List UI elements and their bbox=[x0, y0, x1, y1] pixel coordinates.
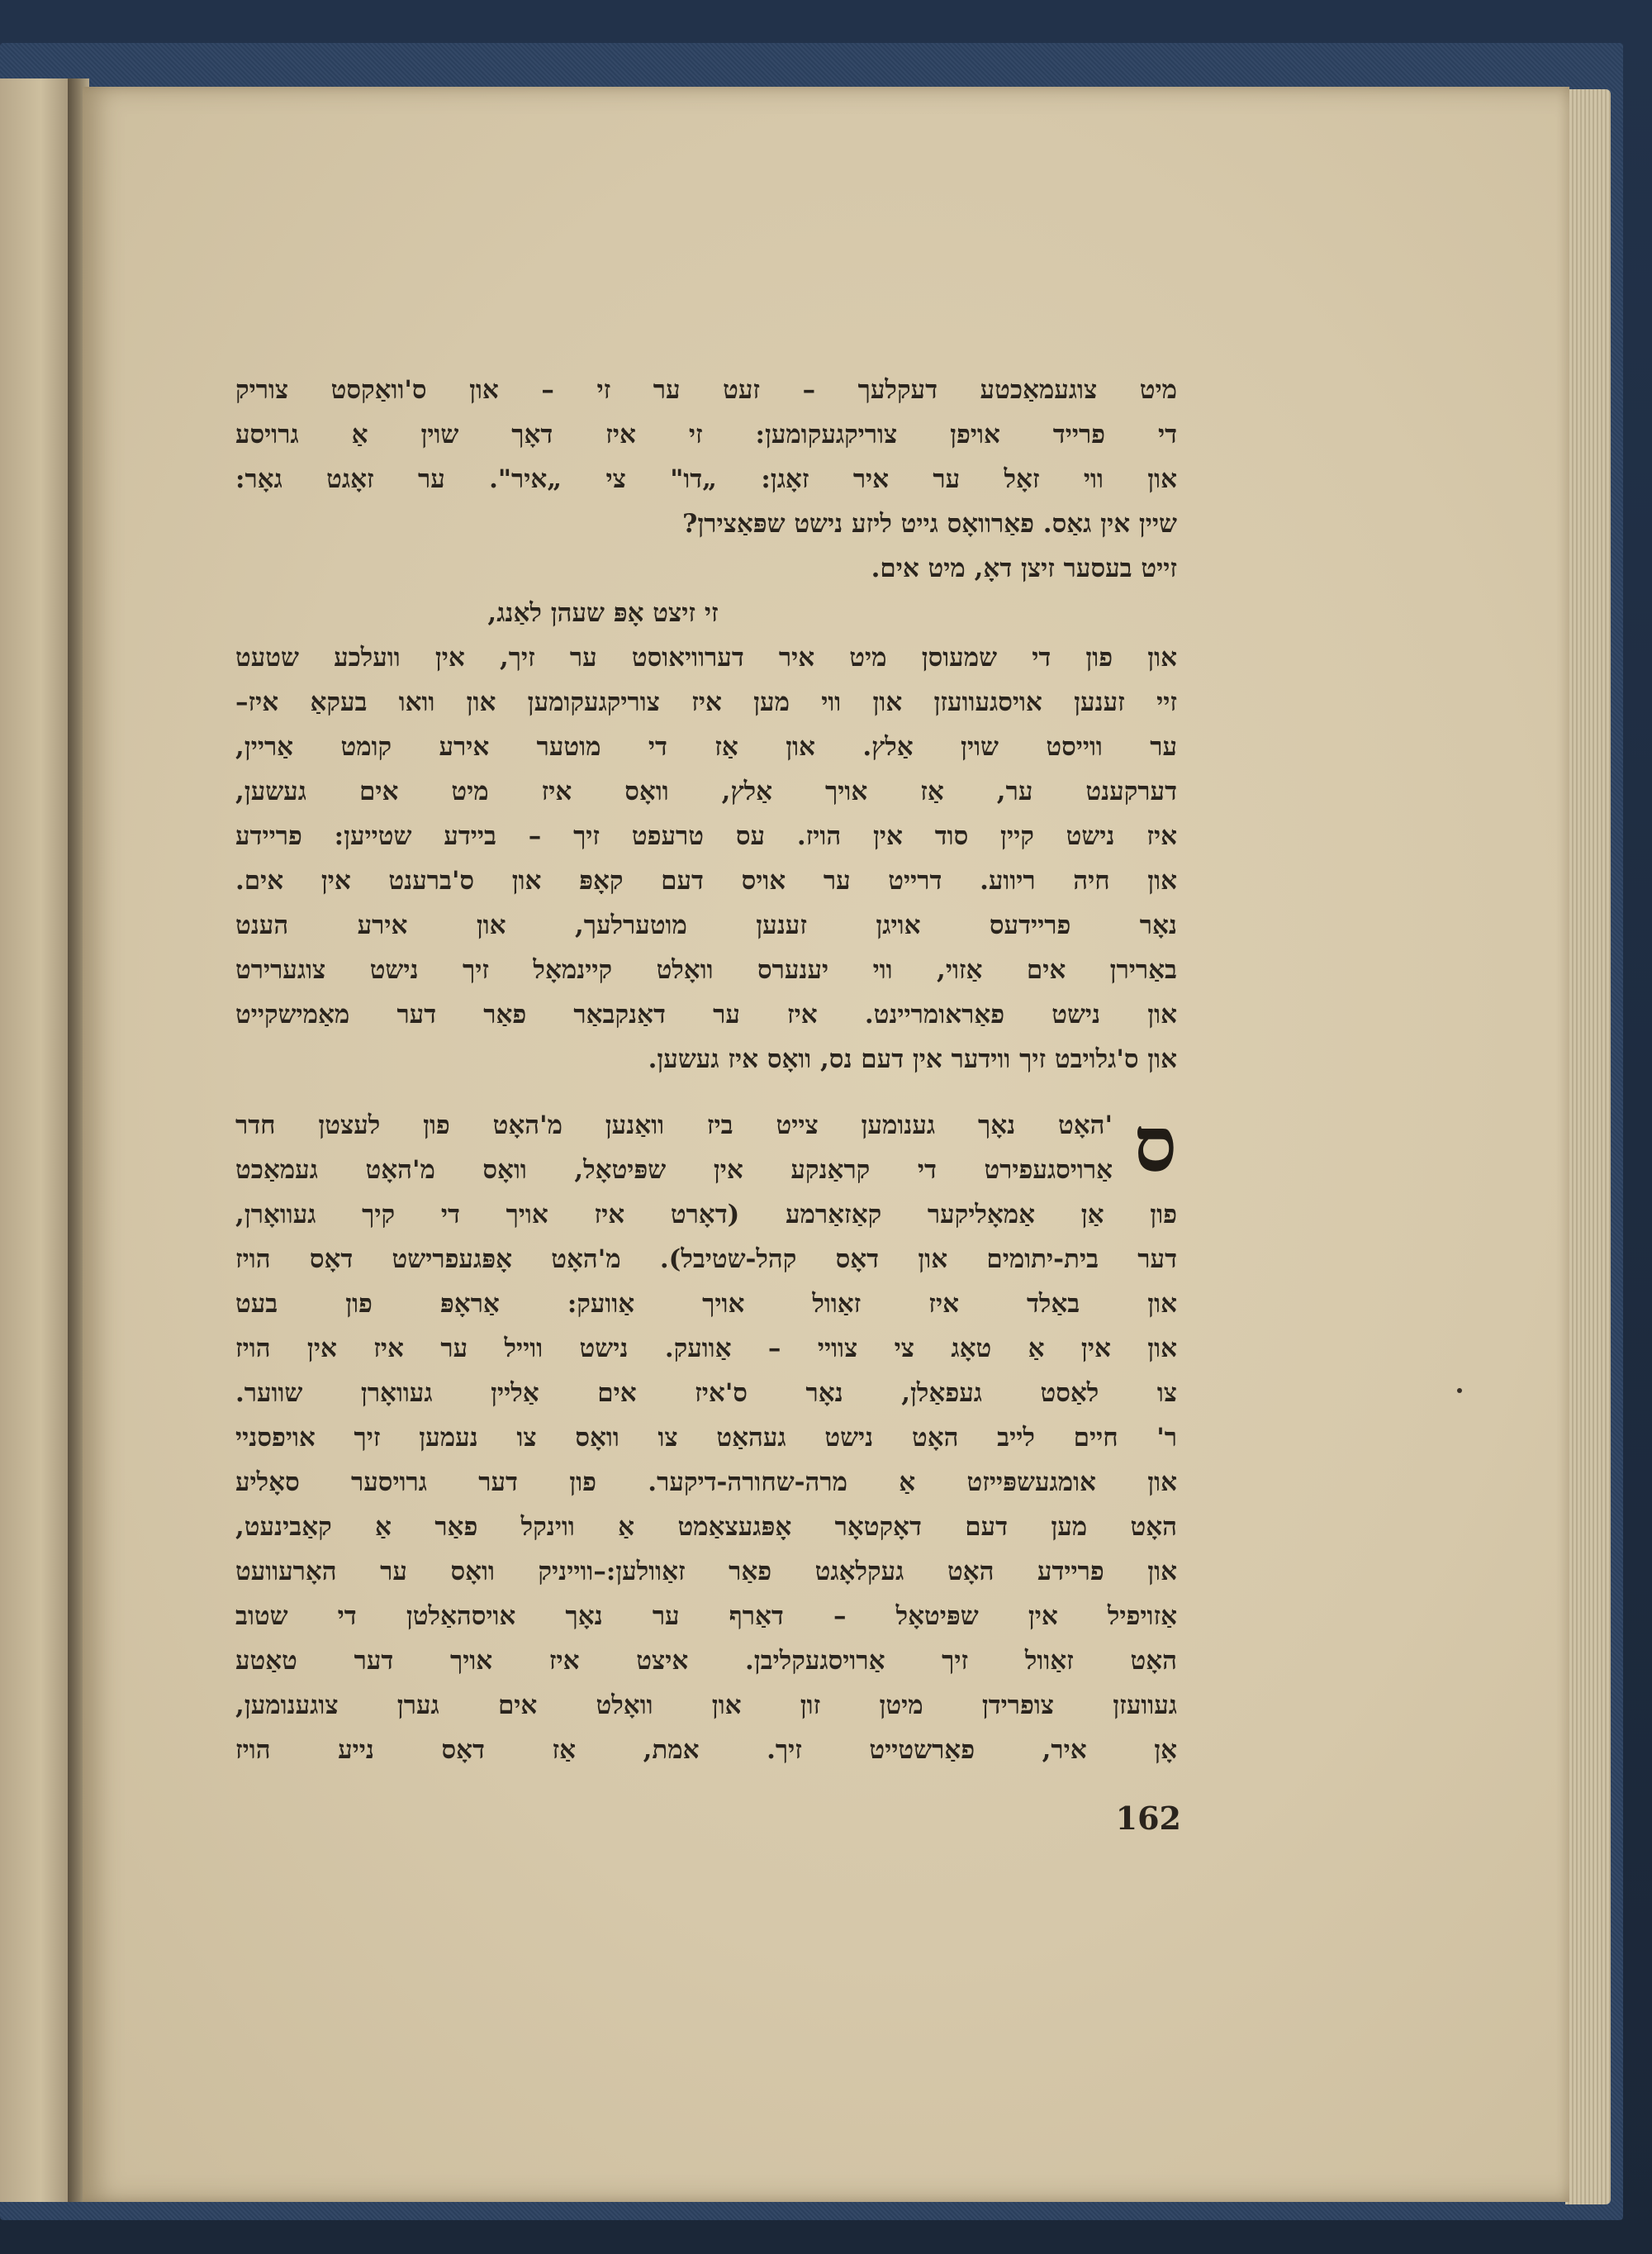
text-line: האָט מען דעם דאָקטאָר אָפּגעצאַמט אַ ווינקל פאַר אַ קאַבינעט, bbox=[235, 1512, 1177, 1542]
text-line: אַזויפיל אין שפּיטאָל – דאַרף ער נאָך אויסהאַלטן די שטוב bbox=[235, 1601, 1177, 1631]
text-line: פון אַן אַמאָליקער קאַזאַרמע (דאָרט איז אויך די קיך געוואָרן, bbox=[235, 1200, 1177, 1229]
page-number: 162 bbox=[1115, 1800, 1181, 1837]
text-line: איז נישט קיין סוד אין הויז. עס טרעפט זיך – ביידע שטייען: פריידע bbox=[235, 821, 1177, 851]
text-line: די פרייד אויפן צוריקגעקומען: זי איז דאָך שוין אַ גרויסע bbox=[235, 420, 1177, 449]
text-line: דערקענט ער, אַז אויך אַלץ, וואָס איז מיט אים געשען, bbox=[235, 777, 1177, 806]
text-line: דער בית-יתומים און דאָס קהל-שטיבל). מ'האָט אָפּגעפרישט דאָס הויז bbox=[235, 1244, 1177, 1274]
text-line: צו לאַסט געפאַלן, נאָר ס'איז אים אַליין געוואָרן שווער. bbox=[235, 1378, 1177, 1408]
text-line: ר' חיים לייב האָט נישט געהאַט צו וואָס צו נעמען זיך אויפסניי bbox=[235, 1423, 1177, 1453]
text-line: געוועזן צופרידן מיטן זון און וואָלט אים גערן צוגענומען, bbox=[235, 1690, 1177, 1720]
text-line: אַרויסגעפירט די קראַנקע אין שפּיטאָל, וואָס מ'האָט געמאַכט bbox=[235, 1155, 1113, 1185]
drop-cap: ס bbox=[1133, 1100, 1177, 1189]
text-line: שיין אין גאַס. פאַרוואָס גייט ליזע נישט שפּאַצירן? bbox=[682, 509, 1177, 539]
paragraph-1 bbox=[235, 368, 1177, 1082]
text-line: און פריידע האָט געקלאָגט פאַר זאַוולען:–ווייניק וואָס ער האָרעוועט bbox=[235, 1557, 1177, 1586]
text-line: זיי זענען אויסגעוועזן און ווי מען איז צוריקגעקומען און וואו בעקאַ איז– bbox=[235, 687, 1177, 717]
text-line: האָט זאַוול זיך אַרויסגעקליבן. איצט איז אויך דער טאַטע bbox=[235, 1646, 1177, 1676]
text-line: ער ווייסט שוין אַלץ. און אַז די מוטער אירע קומט אַריין, bbox=[235, 732, 1177, 762]
text-line: און ווי זאָל ער איר זאָגן: „דו" צי „איר". ער זאָגט גאָר: bbox=[235, 464, 1177, 494]
text-line: און אין אַ טאָג צי צוויי – אַוועק. נישט ווייל ער איז אין הויז bbox=[235, 1334, 1177, 1363]
text-line: נאָר פריידעס אויגן זענען מוטערלעך, און אירע הענט bbox=[235, 911, 1177, 940]
text-line: אָן איר, פאַרשטייט זיך. אמת, אַז דאָס נייע הויז bbox=[235, 1735, 1177, 1765]
text-line: און פון די שמעוסן מיט איר דערוויאוסט ער זיך, אין וועלכע שטעט bbox=[235, 643, 1177, 673]
text-line: 'האָט נאָך גענומען צייט ביז וואַנען מ'האָט פון לעצטן חדר bbox=[235, 1110, 1113, 1140]
text-line: און ס'גלויבט זיך ווידער אין דעם נס, וואָס איז געשען. bbox=[648, 1044, 1177, 1074]
text-line: און חיה ריווע. דרייט ער אויס דעם קאָפּ און ס'ברענט אין אים. bbox=[235, 866, 1177, 896]
text-line: און נישט פאַראומריינט. איז ער דאַנקבאַר פאַר דער מאַמישקייט bbox=[235, 1000, 1177, 1030]
paragraph-2 bbox=[235, 1100, 1177, 1772]
text-line: און באַלד איז זאַוול אויך אַוועק: אַראָפּ פון בעט bbox=[235, 1289, 1177, 1319]
left-page-edge bbox=[0, 78, 69, 2202]
text-line: און אומגעשפּייזט אַ מרה-שחורה-דיקער. פון דער גרויסער סאָליע bbox=[235, 1467, 1177, 1497]
text-line: באַרירן אים אַזוי, ווי יענערס וואָלט קיינמאָל זיך נישט צוגערירט bbox=[235, 955, 1177, 985]
text-line: זייט בעסער זיצן דאָ, מיט אים. bbox=[871, 554, 1177, 583]
text-line: זי זיצט אָפּ שעהן לאַנג, bbox=[487, 598, 719, 628]
text-line: מיט צוגעמאַכטע דעקלעך – זעט ער זי – און ס'וואַקסט צוריק bbox=[235, 375, 1177, 405]
margin-dot bbox=[1457, 1388, 1462, 1393]
page-edges bbox=[1565, 89, 1611, 2204]
